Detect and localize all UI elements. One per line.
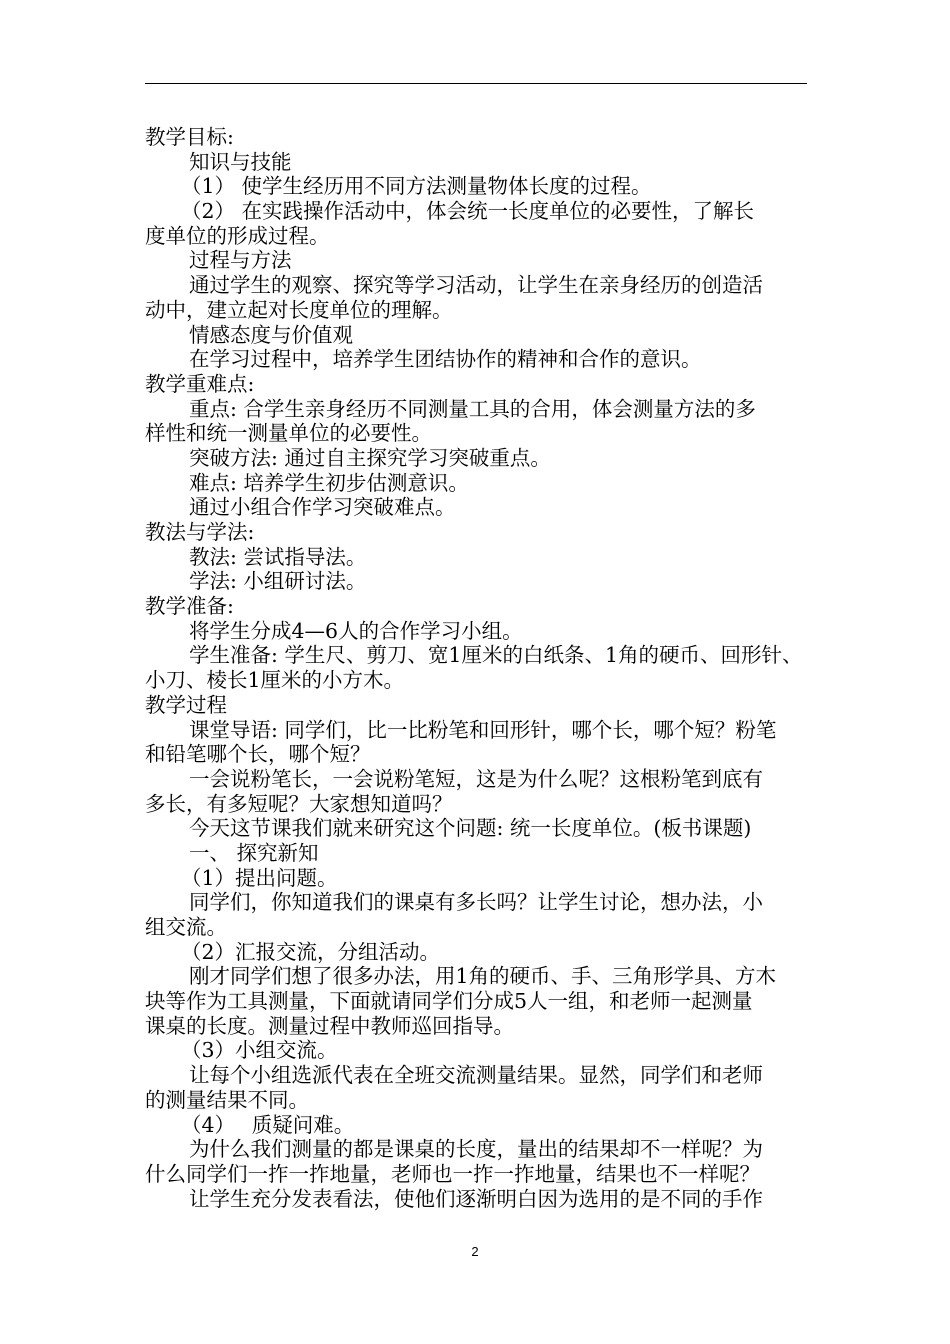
text-line: 动中，建立起对长度单位的理解。 [145, 297, 453, 322]
text-line: 小刀、棱长1厘米的小方木。 [145, 668, 405, 693]
text-line: 过程与方法 [189, 248, 292, 273]
text-line: 块等作为工具测量，下面就请同学们分成5人一组，和老师一起测量 [145, 989, 753, 1014]
text-line: 度单位的形成过程。 [145, 223, 330, 248]
text-line: 让每个小组选派代表在全班交流测量结果。显然，同学们和老师 [189, 1063, 763, 1088]
text-line: 教法与学法: [145, 520, 255, 544]
text-line: （3）小组交流。 [181, 1038, 338, 1063]
text-line: 什么同学们一拃一拃地量，老师也一拃一拃地量，结果也不一样呢？ [145, 1161, 760, 1186]
text-line: 难点: 培养学生初步估测意识。 [189, 470, 469, 495]
text-line: 和铅笔哪个长，哪个短？ [145, 742, 371, 767]
document-body [145, 125, 807, 1211]
text-line: 的测量结果不同。 [145, 1087, 309, 1112]
text-line: 组交流。 [145, 915, 227, 939]
text-line: （1）提出问题。 [181, 865, 338, 890]
text-line: 教学重难点: [145, 371, 255, 396]
text-line: 在学习过程中，培养学生团结协作的精神和合作的意识。 [189, 347, 702, 372]
text-line: 多长，有多短呢？大家想知道吗？ [145, 791, 453, 816]
text-line: 突破方法: 通过自主探究学习突破重点。 [189, 445, 551, 470]
text-line: 让学生充分发表看法，使他们逐渐明白因为选用的是不同的手作 [189, 1186, 763, 1211]
text-line: 教学过程 [145, 692, 227, 717]
page-number: 2 [471, 1244, 479, 1259]
text-line: 教法: 尝试指导法。 [189, 544, 367, 569]
text-line: 通过学生的观察、探究等学习活动，让学生在亲身经历的创造活 [189, 273, 763, 298]
text-line: 一、 探究新知 [189, 840, 319, 865]
text-line: 刚才同学们想了很多办法，用1角的硬币、手、三角形学具、方木 [189, 964, 777, 989]
text-line: （2）汇报交流，分组活动。 [181, 939, 441, 964]
text-line: 课堂导语: 同学们，比一比粉笔和回形针，哪个长，哪个短？粉笔 [189, 717, 777, 742]
text-line: （2） 在实践操作活动中，体会统一长度单位的必要性，了解长 [181, 199, 755, 224]
text-line: 知识与技能 [189, 149, 292, 174]
text-line: 重点: 合学生亲身经历不同测量工具的合用，体会测量方法的多 [189, 396, 756, 421]
text-line: 样性和统一测量单位的必要性。 [145, 421, 432, 446]
text-line: 情感态度与价值观 [189, 322, 353, 347]
text-line: 今天这节课我们就来研究这个问题: 统一长度单位。(板书课题) [189, 816, 752, 841]
text-line: 学生准备: 学生尺、剪刀、宽1厘米的白纸条、1角的硬币、回形针、 [189, 643, 803, 668]
text-line: 通过小组合作学习突破难点。 [189, 495, 456, 520]
text-line: 学法: 小组研讨法。 [189, 569, 367, 594]
text-line: 同学们，你知道我们的课桌有多长吗？让学生讨论，想办法，小 [189, 890, 763, 915]
text-line: 一会说粉笔长，一会说粉笔短，这是为什么呢？这根粉笔到底有 [189, 766, 763, 791]
text-line: 教学准备: [145, 594, 234, 619]
text-line: （1） 使学生经历用不同方法测量物体长度的过程。 [181, 174, 652, 199]
text-line: （4） 质疑问难。 [181, 1112, 355, 1137]
text-line: 课桌的长度。测量过程中教师巡回指导。 [145, 1013, 514, 1038]
header-rule [145, 83, 807, 84]
text-line: 教学目标: [145, 125, 234, 149]
text-line: 将学生分成4—6人的合作学习小组。 [189, 618, 523, 643]
text-line: 为什么我们测量的都是课桌的长度，量出的结果却不一样呢？为 [189, 1137, 763, 1162]
